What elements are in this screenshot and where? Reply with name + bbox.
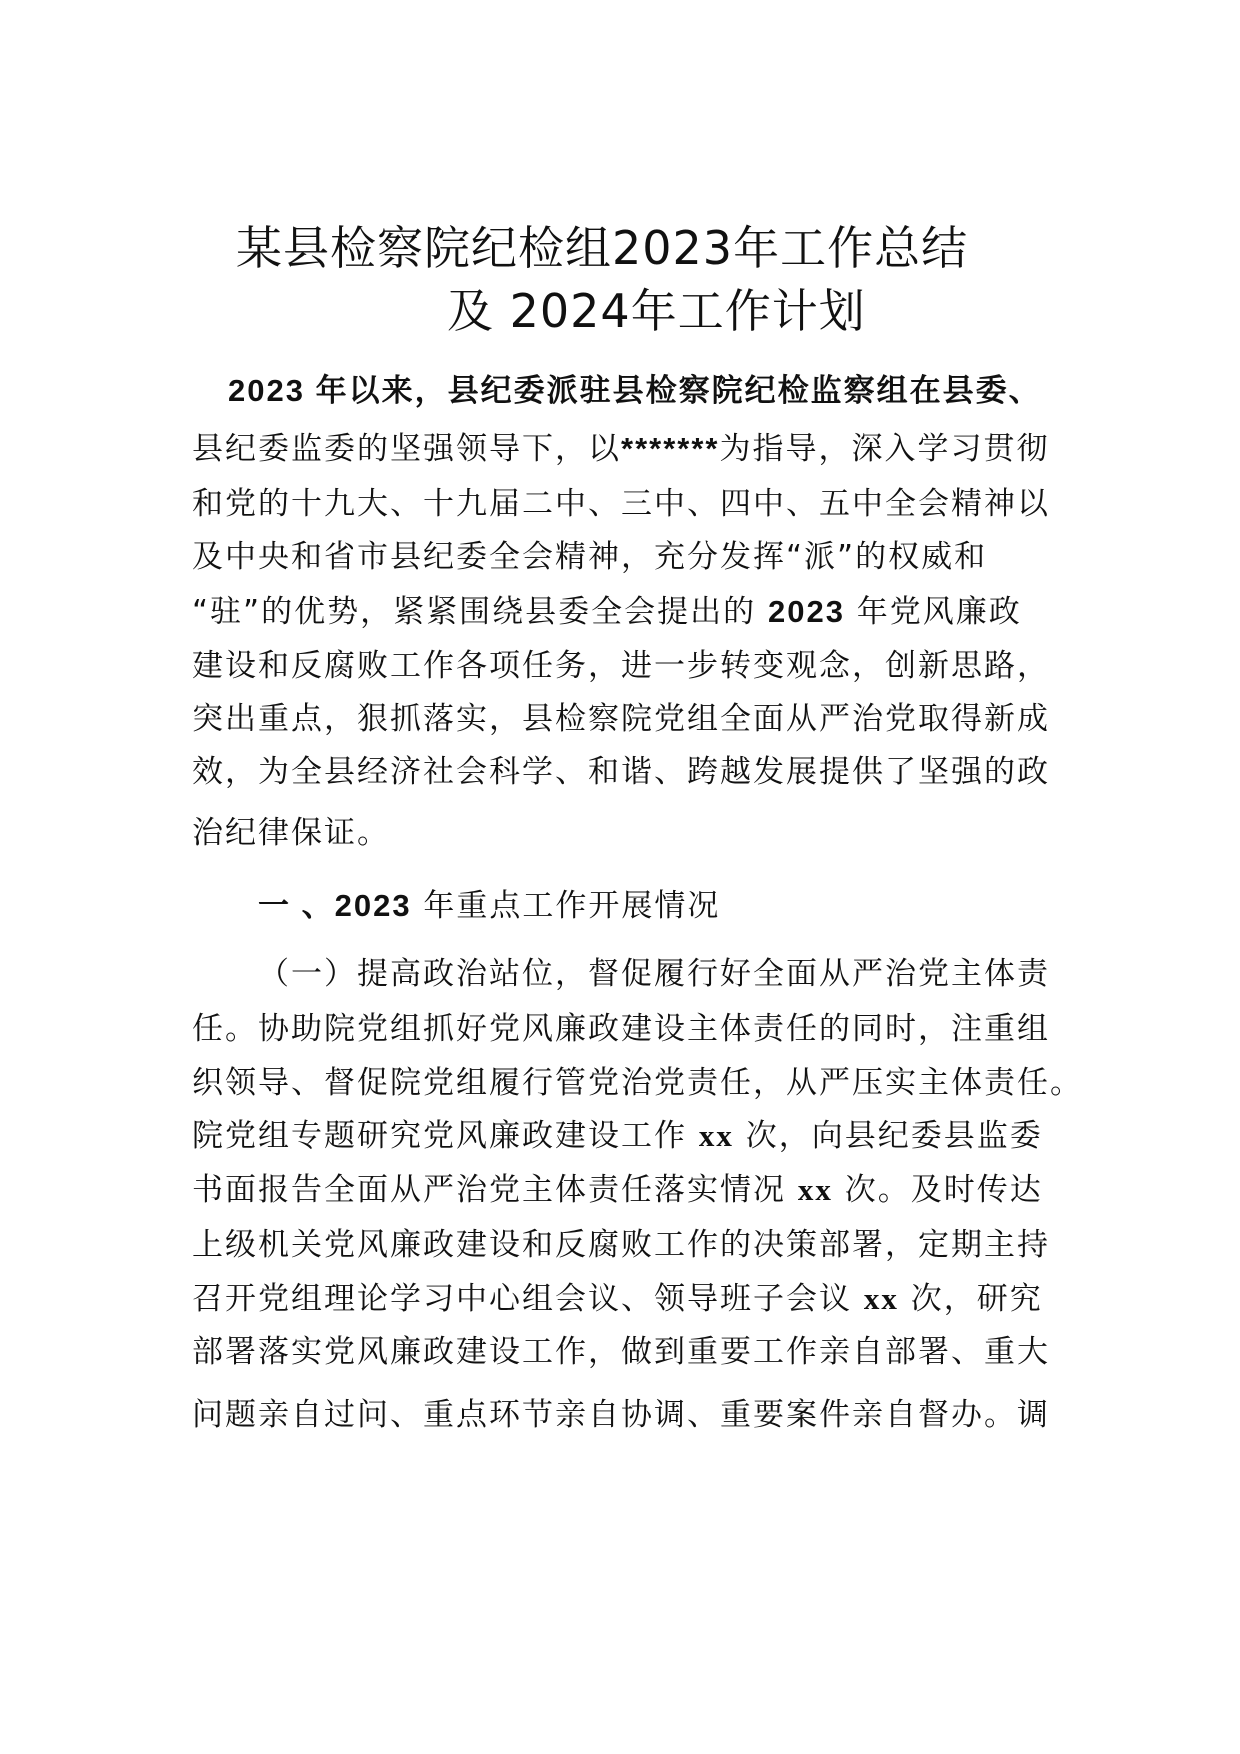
intro-line: 和党的十九大、十九届二中、三中、四中、五中全会精神以 [192, 486, 1050, 522]
para-line: 部署落实党风廉政建设工作，做到重要工作亲自部署、重大 [192, 1334, 1050, 1370]
para-text: 次。及时传达 [832, 1172, 1043, 1208]
intro-redacted: ******* [621, 431, 720, 466]
placeholder-count: xx [797, 1172, 833, 1207]
document-title-line2: 及 2024年工作计划 [447, 284, 866, 338]
section-heading [258, 880, 1118, 925]
intro-year: 2023 年以来，县纪委派驻县检察院纪检监察组在县委、 [228, 373, 1042, 408]
intro-line [228, 365, 1088, 410]
intro-line: 治纪律保证。 [192, 815, 390, 851]
document-title-line1: 某县检察院纪检组2023年工作总结 [236, 221, 969, 275]
para-line [192, 1110, 1052, 1155]
intro-line [192, 423, 1052, 468]
para-text: 书面报告全面从严治党主体责任落实情况 [192, 1172, 798, 1208]
para-line [192, 1164, 1052, 1209]
para-line: 织领导、督促院党组履行管党治党责任，从严压实主体责任。 [192, 1065, 1083, 1101]
intro-text: 县纪委监委的坚强领导下，以 [192, 431, 621, 467]
para-text: 次，研究 [898, 1281, 1043, 1317]
placeholder-count: xx [863, 1281, 899, 1316]
para-text: 召开党组理论学习中心组会议、领导班子会议 [192, 1281, 864, 1317]
placeholder-count: xx [698, 1118, 734, 1153]
intro-text: 为指导，深入学习贯彻 [719, 431, 1050, 467]
intro-line: 突出重点，狠抓落实，县检察院党组全面从严治党取得新成 [192, 701, 1050, 737]
intro-text: “驻”的优势，紧紧围绕县委全会提出的 [192, 594, 768, 630]
intro-line: 效，为全县经济社会科学、和谐、跨越发展提供了坚强的政 [192, 754, 1050, 790]
para-line: 上级机关党风廉政建设和反腐败工作的决策部署，定期主持 [192, 1227, 1050, 1263]
section-heading-number: 一 、2023 [258, 888, 412, 923]
para-line: 问题亲自过问、重点环节亲自协调、重要案件亲自督办。调 [192, 1397, 1050, 1433]
para-line [192, 1273, 1052, 1318]
intro-text: 年党风廉政 [844, 594, 1022, 630]
para-line: （一）提高政治站位，督促履行好全面从严治党主体责 [258, 956, 1050, 992]
para-text: 次，向县纪委县监委 [733, 1118, 1043, 1154]
intro-line: 及中央和省市县纪委全会精神，充分发挥“派”的权威和 [192, 539, 988, 575]
para-line: 任。协助院党组抓好党风廉政建设主体责任的同时，注重组 [192, 1011, 1050, 1047]
intro-line [192, 586, 1052, 631]
intro-line: 建设和反腐败工作各项任务，进一步转变观念，创新思路， [192, 648, 1050, 684]
section-heading-text: 年重点工作开展情况 [411, 888, 721, 924]
intro-year: 2023 [767, 594, 845, 629]
para-text: 院党组专题研究党风廉政建设工作 [192, 1118, 699, 1154]
